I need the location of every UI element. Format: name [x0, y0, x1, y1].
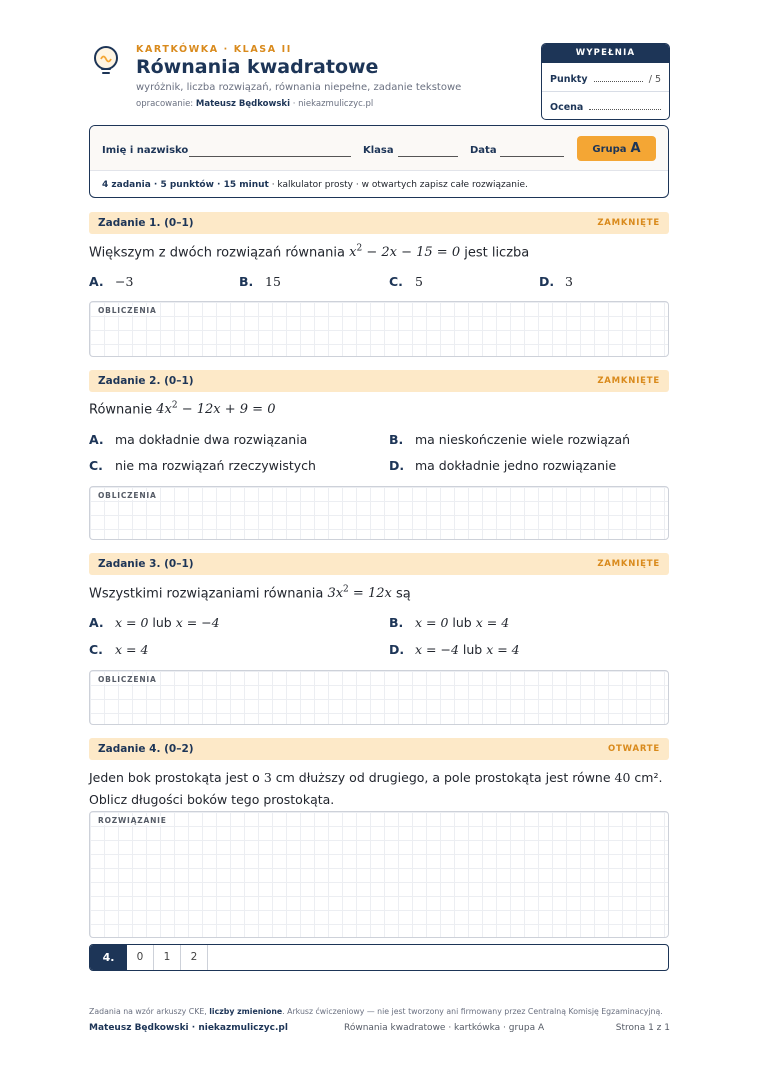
option-letter: D.	[539, 274, 555, 289]
eq-rest: − 2x − 15 = 0	[362, 245, 461, 261]
footer-page-number: Strona 1 z 1	[615, 1023, 670, 1033]
date-field[interactable]	[500, 156, 564, 157]
eq-rest: = 12x	[348, 586, 392, 602]
class-label: Klasa	[363, 145, 394, 156]
score-task-number: 4.	[90, 945, 127, 970]
date-label: Data	[470, 145, 497, 156]
task-1-title: Zadanie 1. (0–1)	[98, 217, 194, 229]
author-name: Mateusz Będkowski	[195, 99, 291, 109]
points-max: / 5	[648, 74, 661, 85]
option-letter: B.	[239, 274, 254, 289]
task-4-type: OTWARTE	[608, 744, 660, 754]
footer-doc-title: Równania kwadratowe · kartkówka · grupa A	[344, 1023, 545, 1033]
task-3-text: Wszystkimi rozwiązaniami równania	[89, 586, 328, 602]
work-area-label: OBLICZENIA	[98, 491, 157, 500]
task-2-work-area[interactable]	[89, 486, 669, 540]
quiz-info	[90, 171, 668, 190]
work-area-label: ROZWIĄZANIE	[98, 816, 167, 825]
option-letter: B.	[389, 615, 404, 630]
task-3-option-b[interactable]	[389, 615, 509, 630]
page-title: Równania kwadratowe	[136, 56, 379, 78]
author-site: · niekazmuliczyc.pl	[290, 99, 374, 109]
option-letter: A.	[89, 432, 104, 447]
work-area-label: OBLICZENIA	[98, 306, 157, 315]
task-1-option-c[interactable]	[389, 274, 423, 289]
option-value: ma dokładnie dwa rozwiązania	[115, 432, 308, 447]
name-field[interactable]	[189, 156, 351, 157]
teacher-box-title: WYPEŁNIA NAUCZYCIEL	[542, 44, 669, 63]
task-3-banner	[89, 553, 669, 575]
task-4-text: cm².	[630, 770, 663, 785]
task-3-option-d[interactable]	[389, 642, 520, 657]
task-4-question-line-2: Oblicz długości boków tego prostokąta.	[89, 792, 335, 807]
group-letter: A	[630, 141, 641, 156]
task-2-banner	[89, 370, 669, 392]
option-math: x = 4	[475, 615, 510, 630]
eq-exponent: 2	[356, 244, 363, 254]
task-4-text: Jeden bok prostokąta jest o	[89, 770, 264, 785]
task-2-option-b[interactable]	[389, 432, 630, 447]
task-3-option-a[interactable]	[89, 615, 220, 630]
footer-note-text: Zadania na wzór arkuszy CKE,	[89, 1007, 210, 1016]
eq-rest: − 12x + 9 = 0	[177, 402, 276, 418]
option-connector: lub	[148, 615, 176, 630]
eq-exponent: 2	[343, 585, 349, 595]
option-letter: C.	[389, 274, 403, 289]
option-letter: D.	[389, 458, 405, 473]
task-2-option-d[interactable]	[389, 458, 616, 473]
task-4-number: 3	[263, 770, 272, 785]
option-letter: C.	[89, 458, 103, 473]
lightbulb-icon	[90, 44, 122, 78]
option-value: −3	[115, 274, 134, 289]
task-3-title: Zadanie 3. (0–1)	[98, 558, 194, 570]
option-math: x = 4	[486, 642, 520, 657]
task-4-number: 40	[614, 770, 631, 785]
grade-field[interactable]	[589, 109, 661, 110]
eq-exponent: 2	[171, 401, 178, 411]
student-fields	[90, 126, 668, 171]
task-2-option-c[interactable]	[89, 458, 316, 473]
task-1-text: Większym z dwóch rozwiązań równania	[89, 245, 350, 261]
class-field[interactable]	[398, 156, 458, 157]
task-1-question	[89, 244, 529, 260]
task-3-question	[89, 585, 411, 601]
grade-label: Ocena	[550, 102, 584, 113]
task-1-banner	[89, 212, 669, 234]
option-value: 3	[565, 274, 573, 289]
task-3-equation	[327, 586, 391, 601]
quiz-info-summary: 4 zadania · 5 punktów · 15 minut	[102, 180, 269, 190]
option-connector: lub	[448, 615, 476, 630]
name-label: Imię i nazwisko	[102, 145, 189, 156]
task-2-text: Równanie	[89, 402, 157, 418]
footer-author: Mateusz Będkowski · niekazmuliczyc.pl	[89, 1023, 288, 1033]
eq-term: 4x	[156, 402, 172, 418]
eq-term: x	[349, 245, 357, 261]
worksheet-kicker: KARTKÓWKA · KLASA II	[136, 44, 292, 55]
option-letter: C.	[89, 642, 103, 657]
points-label: Punkty	[550, 74, 588, 85]
teacher-box	[541, 43, 670, 120]
page-subtitle: wyróżnik, liczba rozwiązań, równania niepełne, zadanie tekstowe	[136, 82, 462, 93]
task-1-option-d[interactable]	[539, 274, 573, 289]
task-2-option-a[interactable]	[89, 432, 307, 447]
quiz-info-rules: · kalkulator prosty · w otwartych zapisz całe rozwiązanie.	[268, 180, 528, 190]
group-label: Grupa	[592, 144, 627, 155]
task-1-work-area[interactable]	[89, 301, 669, 357]
task-2-equation	[156, 402, 275, 417]
task-4-text: cm dłuższy od drugiego, a pole prostokąta jest równe	[271, 770, 615, 785]
author-line	[136, 99, 373, 109]
task-3-option-c[interactable]	[89, 642, 148, 657]
task-2-title: Zadanie 2. (0–1)	[98, 375, 194, 387]
task-1-option-b[interactable]	[239, 274, 281, 289]
task-4-question-line-1	[89, 770, 662, 785]
points-field[interactable]	[594, 81, 643, 82]
option-value: 5	[415, 274, 423, 289]
task-4-banner	[89, 738, 669, 760]
task-1-option-a[interactable]	[89, 274, 133, 289]
task-4-work-area[interactable]	[89, 811, 669, 938]
task-4-score-strip	[89, 944, 669, 971]
eq-term: 3x	[327, 586, 344, 602]
option-math: x = 0	[415, 615, 449, 630]
option-value: 15	[265, 274, 281, 289]
option-connector: lub	[458, 642, 487, 657]
task-4-title: Zadanie 4. (0–2)	[98, 743, 194, 755]
task-2-type: ZAMKNIĘTE	[597, 376, 660, 386]
score-option-2[interactable]: 2	[181, 945, 208, 970]
option-value: ma dokładnie jedno rozwiązanie	[415, 458, 617, 473]
student-box	[89, 125, 669, 198]
option-math: x = −4	[175, 615, 220, 630]
task-3-text-end: są	[391, 586, 411, 602]
option-letter: B.	[389, 432, 404, 447]
task-3-type: ZAMKNIĘTE	[597, 559, 660, 569]
footer-note-emphasis: liczby zmienione	[209, 1007, 283, 1016]
task-3-work-area[interactable]	[89, 670, 669, 725]
option-letter: A.	[89, 615, 104, 630]
option-math: x = 4	[115, 642, 149, 657]
score-option-1[interactable]: 1	[154, 945, 181, 970]
option-math: x = 0	[115, 615, 149, 630]
option-letter: D.	[389, 642, 405, 657]
option-value: ma nieskończenie wiele rozwiązań	[415, 432, 631, 447]
option-value: nie ma rozwiązań rzeczywistych	[115, 458, 316, 473]
option-letter: A.	[89, 274, 104, 289]
author-prefix: opracowanie:	[136, 99, 196, 109]
footer-note-text: . Arkusz ćwiczeniowy — nie jest tworzony ani firmowany przez Centralną Komisję Egzaminacyjną.	[282, 1007, 663, 1016]
grade-row	[542, 91, 669, 119]
option-math: x = −4	[415, 642, 459, 657]
task-2-question	[89, 401, 275, 417]
task-1-text-end: jest liczba	[460, 245, 530, 261]
task-1-equation	[349, 245, 460, 260]
work-area-label: OBLICZENIA	[98, 675, 157, 684]
footer-note	[89, 1007, 663, 1016]
group-badge	[577, 136, 656, 161]
score-option-0[interactable]: 0	[127, 945, 154, 970]
task-1-type: ZAMKNIĘTE	[597, 218, 660, 228]
